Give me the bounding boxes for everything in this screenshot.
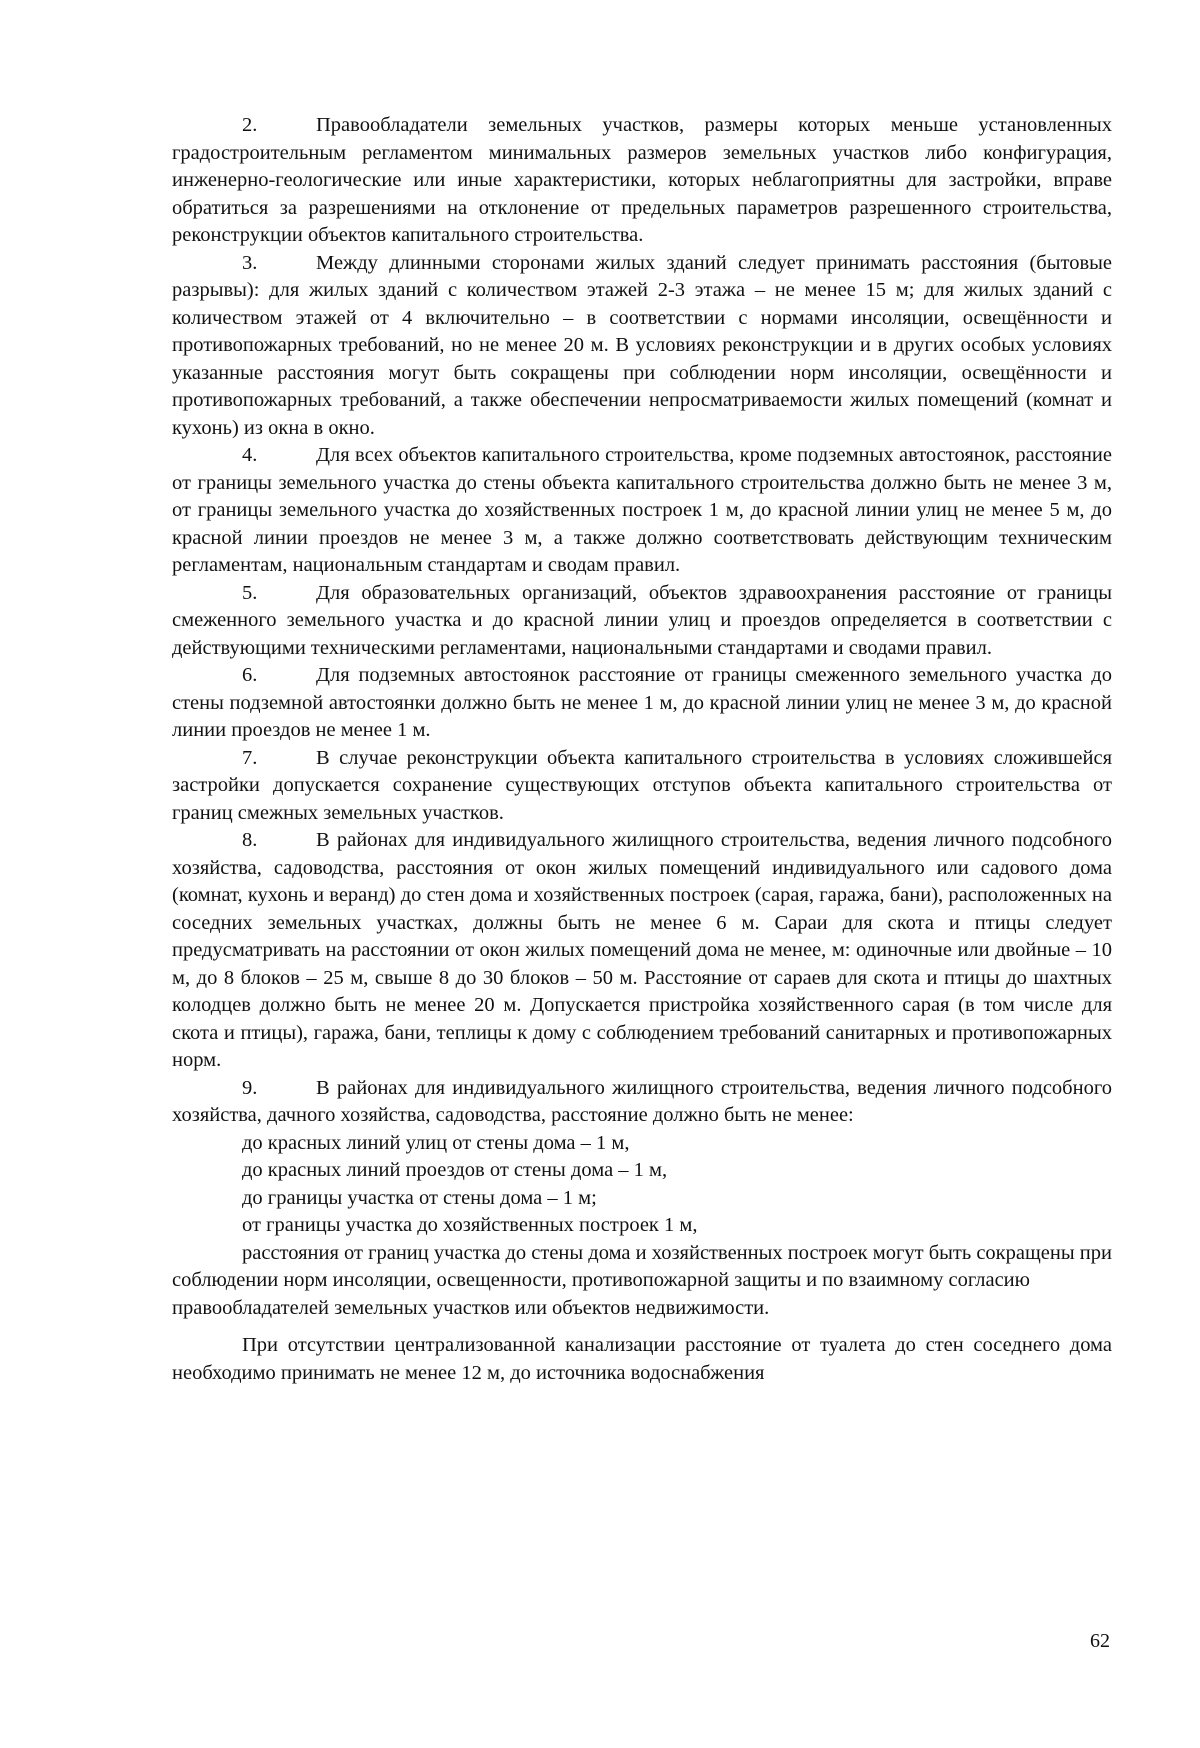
paragraph-number: 9. xyxy=(242,1076,258,1099)
list-item: от границы участка до хозяйственных построек 1 м, xyxy=(242,1214,698,1236)
paragraph-number: 7. xyxy=(242,746,258,769)
paragraph-text: В районах для индивидуального жилищного строительства, ведения личного подсобного хозяйства, дачного хозяйства, садоводства, расстояние должно быть не менее: xyxy=(172,1076,1112,1126)
paragraph-text: В случае реконструкции объекта капитального строительства в условиях сложившейся застройки допускается сохранение существующих отступов объекта капитального строительства от границ смежных земельных участков. xyxy=(172,746,1112,824)
paragraph-text: Правообладатели земельных участков, размеры которых меньше установленных градостроительным регламентом минимальных размеров земельных участков либо конфигурация, инженерно-геологические или иные характеристики, которых неблагоприятны для застройки, вправе обратиться за разрешениями на отклонение от предельных параметров разрешенного строительства, реконструкции объектов капитального строительства. xyxy=(172,114,1112,246)
list-item: до красных линий проездов от стены дома – 1 м, xyxy=(242,1159,668,1181)
reduction-note: расстояния от границ участка до стены дома и хозяйственных построек могут быть сокращены при соблюдении норм инсоляции, освещенности, противопожарной защиты и по взаимному согласию правообладателей земельных участков или объектов недвижимости. xyxy=(172,1241,1112,1319)
list-item: до красных линий улиц от стены дома – 1 м, xyxy=(242,1131,630,1154)
paragraph-2 xyxy=(172,112,1112,250)
paragraph-text: Для подземных автостоянок расстояние от границы смеженного земельного участка до стены подземной автостоянки должно быть не менее 1 м, до красной линии улиц не менее 3 м, до красной линии проездов не менее 1 м. xyxy=(172,664,1112,741)
paragraph-9 xyxy=(172,1075,1112,1130)
paragraph-number: 4. xyxy=(242,444,258,466)
paragraph-text: Между длинными сторонами жилых зданий следует принимать расстояния (бытовые разрывы): для жилых зданий с количеством этажей 2-3 этажа – не менее 15 м; для жилых зданий с количеством этажей от 4 включительно – в соответствии с нормами инсоляции, освещённости и противопожарных требований, но не менее 20 м. В условиях реконструкции и в других особых условиях указанные расстояния могут быть сокращены при соблюдении норм инсоляции, освещённости и противопожарных требований, а также обеспечении непросматриваемости жилых помещений (комнат и кухонь) из окна в окно. xyxy=(172,251,1112,439)
paragraph-text: В районах для индивидуального жилищного строительства, ведения личного подсобного хозяйства, садоводства, расстояния от окон жилых помещений индивидуального или садового дома (комнат, кухонь и веранд) до стен дома и хозяйственных построек (сарая, гаража, бани), расположенных на соседних земельных участках, должны быть не менее 6 м. Сараи для скота и птицы следует предусматривать на расстоянии от окон жилых помещений дома не менее, м: одиночные или двойные – 10 м, до 8 блоков – 25 м, свыше 8 до 30 блоков – 50 м. Расстояние от сараев для скота и птицы до шахтных колодцев должно быть не менее 20 м. Допускается пристройка хозяйственного сарая (в том числе для скота и птицы), гаража, бани, теплицы к дому с соблюдением требований санитарных и противопожарных норм. xyxy=(172,829,1112,1071)
paragraph-number: 8. xyxy=(242,829,258,851)
paragraph-3 xyxy=(172,250,1112,443)
paragraph-number: 6. xyxy=(242,664,258,686)
paragraph-text: Для образовательных организаций, объектов здравоохранения расстояние от границы смеженного земельного участка и до красной линии улиц и проездов определяется в соответствии с действующими техническими регламентами, национальными стандартами и сводами правил. xyxy=(172,581,1112,659)
paragraph-4 xyxy=(172,442,1112,580)
document-page xyxy=(172,112,1112,1387)
paragraph-8 xyxy=(172,827,1112,1075)
paragraph-number: 5. xyxy=(242,581,258,604)
list-item: до границы участка от стены дома – 1 м; xyxy=(242,1186,597,1209)
paragraph-number: 2. xyxy=(242,114,258,136)
page-number: 62 xyxy=(1090,1630,1110,1652)
paragraph-7 xyxy=(172,745,1112,828)
closing-paragraph: При отсутствии централизованной канализации расстояние от туалета до стен соседнего дома необходимо принимать не менее 12 м, до источника водоснабжения xyxy=(172,1334,1112,1384)
paragraph-6 xyxy=(172,662,1112,745)
paragraph-number: 3. xyxy=(242,251,258,274)
paragraph-5 xyxy=(172,580,1112,663)
paragraph-text: Для всех объектов капитального строительства, кроме подземных автостоянок, расстояние от границы земельного участка до стены объекта капитального строительства должно быть не менее 3 м, от границы земельного участка до хозяйственных построек 1 м, до красной линии улиц не менее 5 м, до красной линии проездов не менее 3 м, а также должно соответствовать действующим техническим регламентам, национальным стандартам и сводам правил. xyxy=(172,444,1112,576)
